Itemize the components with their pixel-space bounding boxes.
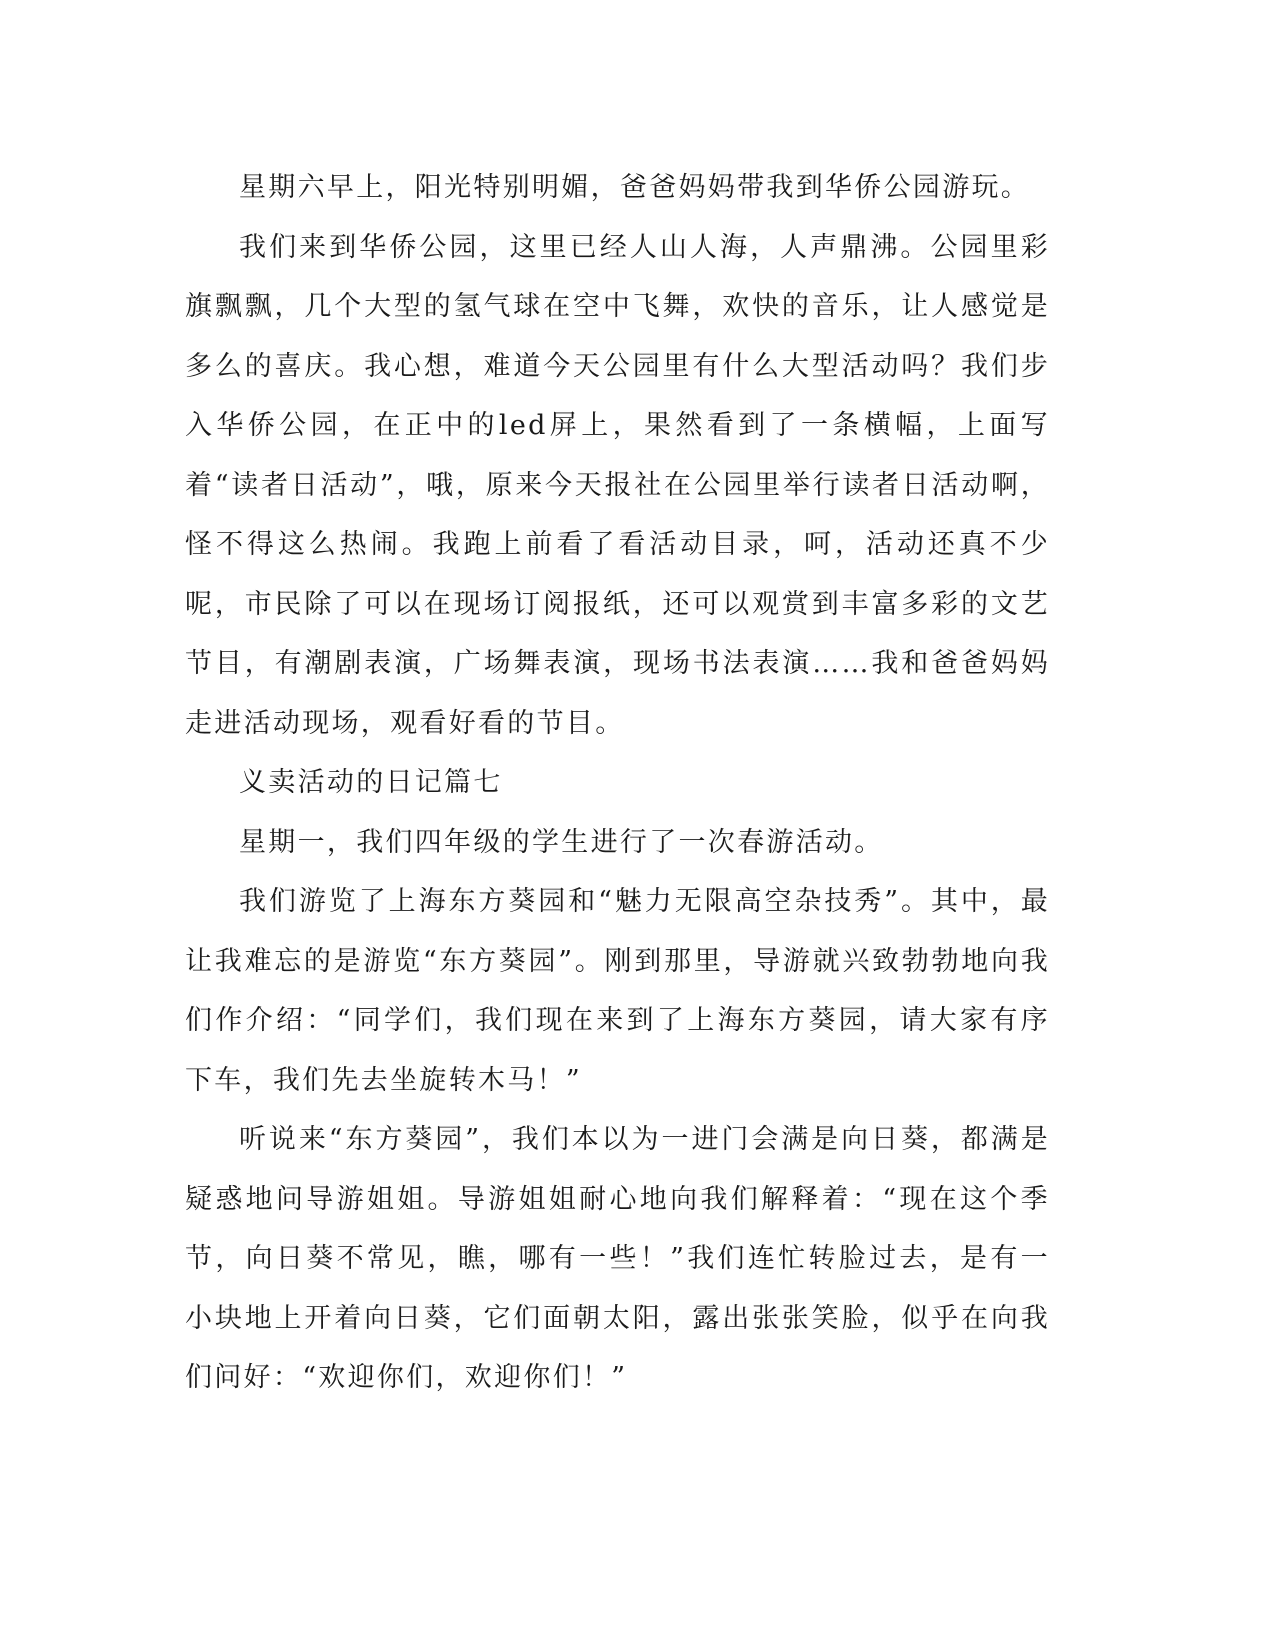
paragraph-spring-outing: 星期一，我们四年级的学生进行了一次春游活动。 <box>239 826 884 858</box>
document-body <box>185 158 1050 1408</box>
paragraph-park-event: 我们来到华侨公园，这里已经人山人海，人声鼎沸。公园里彩旗飘飘，几个大型的氢气球在空中飞舞，欢快的音乐，让人感觉是多么的喜庆。我心想，难道今天公园里有什么大型活动吗？我们步入华侨公园，在正中的led屏上，果然看到了一条横幅，上面写着“读者日活动”，哦，原来今天报社在公园里举行读者日活动啊，怪不得这么热闹。我跑上前看了看活动目录，呵，活动还真不少呢，市民除了可以在现场订阅报纸，还可以观赏到丰富多彩的文艺节目，有潮剧表演，广场舞表演，现场书法表演……我和爸爸妈妈走进活动现场，观看好看的节目。 <box>185 231 1050 739</box>
paragraph-saturday-intro: 星期六早上，阳光特别明媚，爸爸妈妈带我到华侨公园游玩。 <box>239 172 1031 203</box>
paragraph-sunflower-garden: 我们游览了上海东方葵园和“魅力无限高空杂技秀”。其中，最让我难忘的是游览“东方葵园”。刚到那里，导游就兴致勃勃地向我们作介绍：“同学们，我们现在来到了上海东方葵园，请大家有序下车，我们先去坐旋转木马！” <box>185 886 1050 1096</box>
section-heading: 义卖活动的日记篇七 <box>239 767 503 798</box>
paragraph-sunflowers: 听说来“东方葵园”，我们本以为一进门会满是向日葵，都满是疑惑地问导游姐姐。导游姐姐耐心地向我们解释着：“现在这个季节，向日葵不常见，瞧，哪有一些！”我们连忙转脸过去，是有一小块地上开着向日葵，它们面朝太阳，露出张张笑脸，似乎在向我们问好：“欢迎你们，欢迎你们！” <box>185 1124 1050 1393</box>
